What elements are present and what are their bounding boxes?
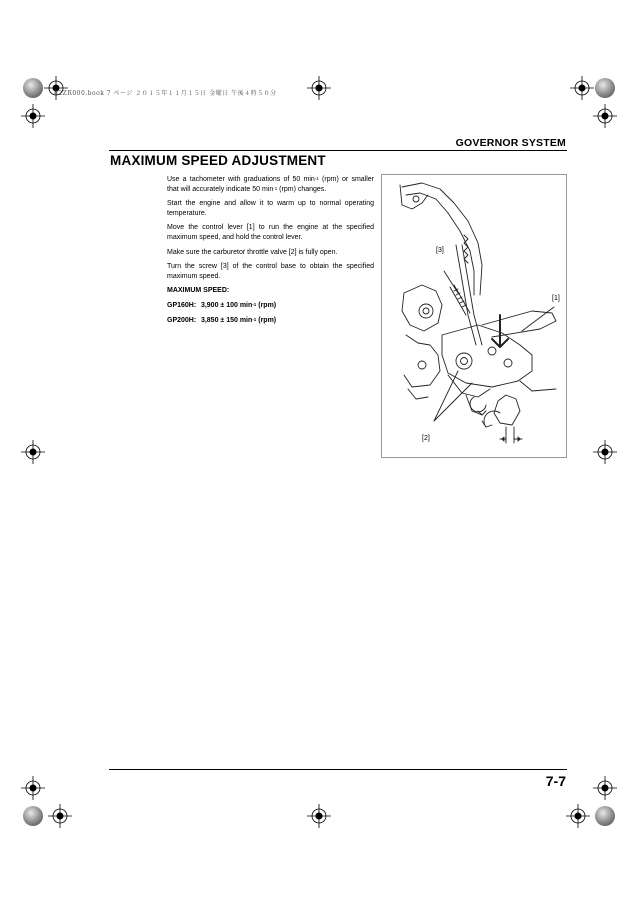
- chapter-title: GOVERNOR SYSTEM: [455, 137, 566, 149]
- governor-drawing: [382, 175, 566, 457]
- text-fragment: (rpm) changes.: [277, 185, 327, 193]
- spec-unit: (rpm): [256, 301, 277, 309]
- spec-unit: (rpm): [256, 316, 277, 324]
- section-title: MAXIMUM SPEED ADJUSTMENT: [110, 153, 326, 168]
- superscript: -1: [252, 301, 257, 307]
- label-screw: [3]: [436, 247, 444, 254]
- page-number: 7-7: [545, 773, 566, 789]
- paragraph-screw: Turn the screw [3] of the control base to obtain the specified maximum speed.: [167, 263, 374, 280]
- text-fragment: (rpm) or smaller that will accurately indicate 50 min: [167, 176, 374, 193]
- spec-model: GP200H:: [167, 316, 197, 324]
- governor-illustration: [381, 174, 567, 458]
- paragraph-throttle-valve: Make sure the carburetor throttle valve [2] is fully open.: [167, 248, 338, 256]
- text-fragment: Use a tachometer with graduations of 50 min: [167, 176, 315, 183]
- superscript: -1: [252, 316, 257, 322]
- top-rule: [109, 150, 567, 151]
- label-control-lever: [1]: [552, 295, 560, 302]
- superscript: -1: [273, 185, 278, 191]
- spec-value: 3,850 ± 150 min: [200, 316, 253, 324]
- paragraph-tachometer: [167, 175, 374, 194]
- paragraph-warm-up: Start the engine and allow it to warm up to normal operating temperature.: [167, 200, 374, 217]
- label-throttle-valve: [2]: [422, 435, 430, 442]
- spec-row-gp160h: [167, 301, 374, 311]
- spec-title: MAXIMUM SPEED:: [167, 287, 230, 295]
- superscript: -1: [314, 176, 319, 181]
- instructions: [167, 175, 374, 330]
- spec-model: GP160H:: [167, 301, 197, 309]
- paragraph-control-lever: Move the control lever [1] to run the engine at the specified maximum speed, and hold the control lever.: [167, 224, 374, 241]
- print-header: 82ZR000.book 7 ページ ２０１５年１１月１５日 金曜日 午後４時５０分: [54, 90, 277, 97]
- spec-row-gp200h: [167, 316, 374, 326]
- bottom-rule: [109, 769, 567, 770]
- spec-value: 3,900 ± 100 min: [200, 301, 253, 309]
